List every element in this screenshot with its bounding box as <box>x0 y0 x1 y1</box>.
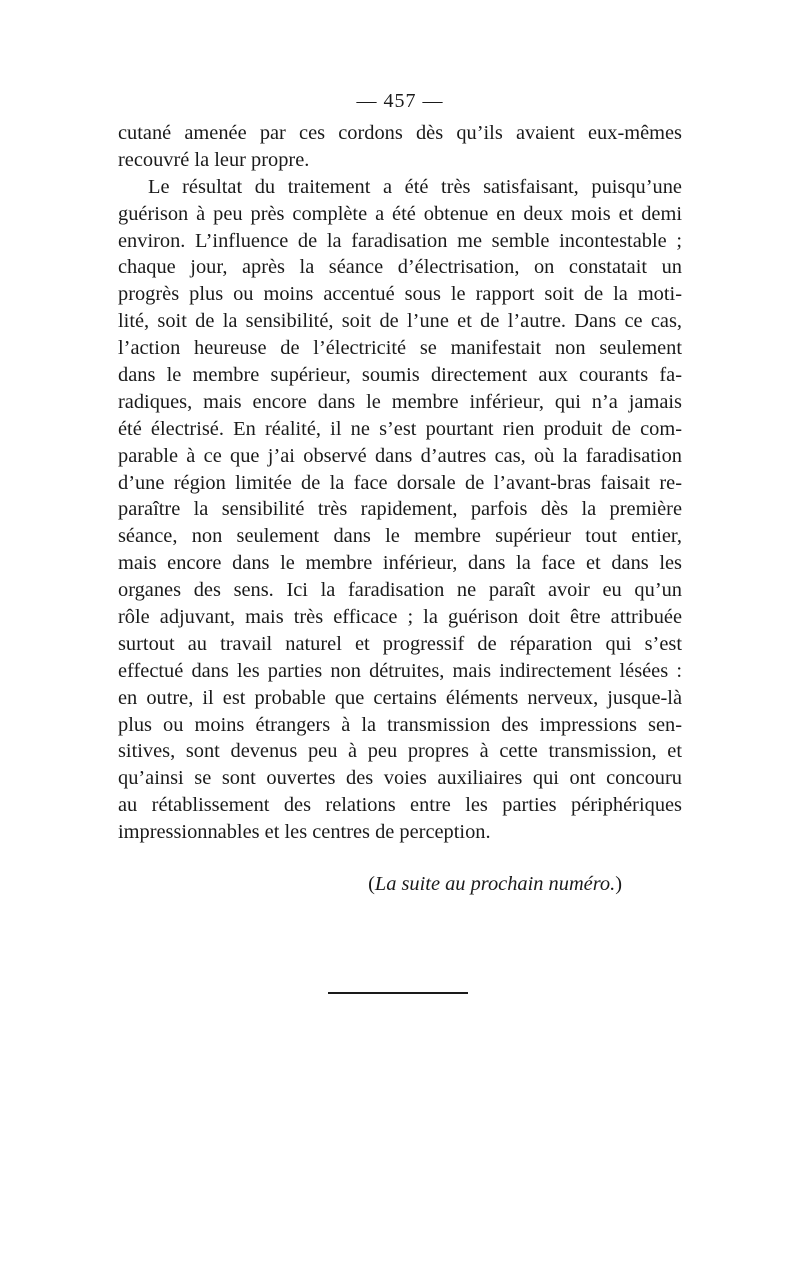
text-line: d’une région limitée de la face dorsale de l’avant-bras faisait re- <box>118 471 682 494</box>
text-line: qu’ainsi se sont ouvertes des voies auxiliaires qui ont concouru <box>118 767 682 790</box>
open-paren: ( <box>368 873 375 896</box>
text-line: organes des sens. Ici la faradisation ne paraît avoir eu qu’un <box>118 579 682 602</box>
text-line: impressionnables et les centres de perception. <box>118 821 491 844</box>
text-line: effectué dans les parties non détruites, mais indirectement lésées : <box>118 659 682 682</box>
text-line: été électrisé. En réalité, il ne s’est pourtant rien produit de com- <box>118 417 682 440</box>
continuation-text: La suite au prochain numéro. <box>374 873 616 896</box>
text-line: chaque jour, après la séance d’électrisation, on constatait un <box>118 256 682 279</box>
book-page <box>118 86 682 898</box>
text-line: dans le membre supérieur, soumis directement aux courants fa- <box>118 364 682 387</box>
text-line: paraître la sensibilité très rapidement, parfois dès la première <box>118 498 682 521</box>
continuation-note <box>118 870 682 898</box>
text-line: environ. L’influence de la faradisation me semble incontestable ; <box>118 229 682 252</box>
text-line: cutané amenée par ces cordons dès qu’ils avaient eux-mêmes <box>118 122 682 144</box>
text-line: guérison à peu près complète a été obtenue en deux mois et demi <box>118 202 682 225</box>
text-line: sitives, sont devenus peu à peu propres à cette transmission, et <box>118 740 682 763</box>
text-line: au rétablissement des relations entre les parties périphériques <box>118 794 682 817</box>
text-line: recouvré la leur propre. <box>118 148 310 171</box>
text-line: l’action heureuse de l’électricité se manifestait non seulement <box>118 337 682 360</box>
text-line: séance, non seulement dans le membre supérieur tout entier, <box>118 525 682 548</box>
text-line: mais encore dans le membre inférieur, dans la face et dans les <box>118 552 682 575</box>
end-rule <box>328 992 468 994</box>
close-paren: ) <box>615 873 622 896</box>
text-line: Le résultat du traitement a été très satisfaisant, puisqu’une <box>148 175 682 198</box>
body-text <box>118 120 682 846</box>
text-line: progrès plus ou moins accentué sous le rapport soit de la moti- <box>118 283 682 306</box>
text-line: surtout au travail naturel et progressif de réparation qui s’est <box>118 632 682 655</box>
text-line: plus ou moins étrangers à la transmission des impressions sen- <box>118 713 682 736</box>
text-line: en outre, il est probable que certains éléments nerveux, jusque-là <box>118 686 682 709</box>
text-line: rôle adjuvant, mais très efficace ; la guérison doit être attribuée <box>118 606 682 629</box>
page-number: — 457 — <box>356 90 444 112</box>
text-line: radiques, mais encore dans le membre inférieur, qui n’a jamais <box>118 390 682 413</box>
text-line: parable à ce que j’ai observé dans d’autres cas, où la faradisation <box>118 444 682 467</box>
text-line: lité, soit de la sensibilité, soit de l’une et de l’autre. Dans ce cas, <box>118 310 682 333</box>
